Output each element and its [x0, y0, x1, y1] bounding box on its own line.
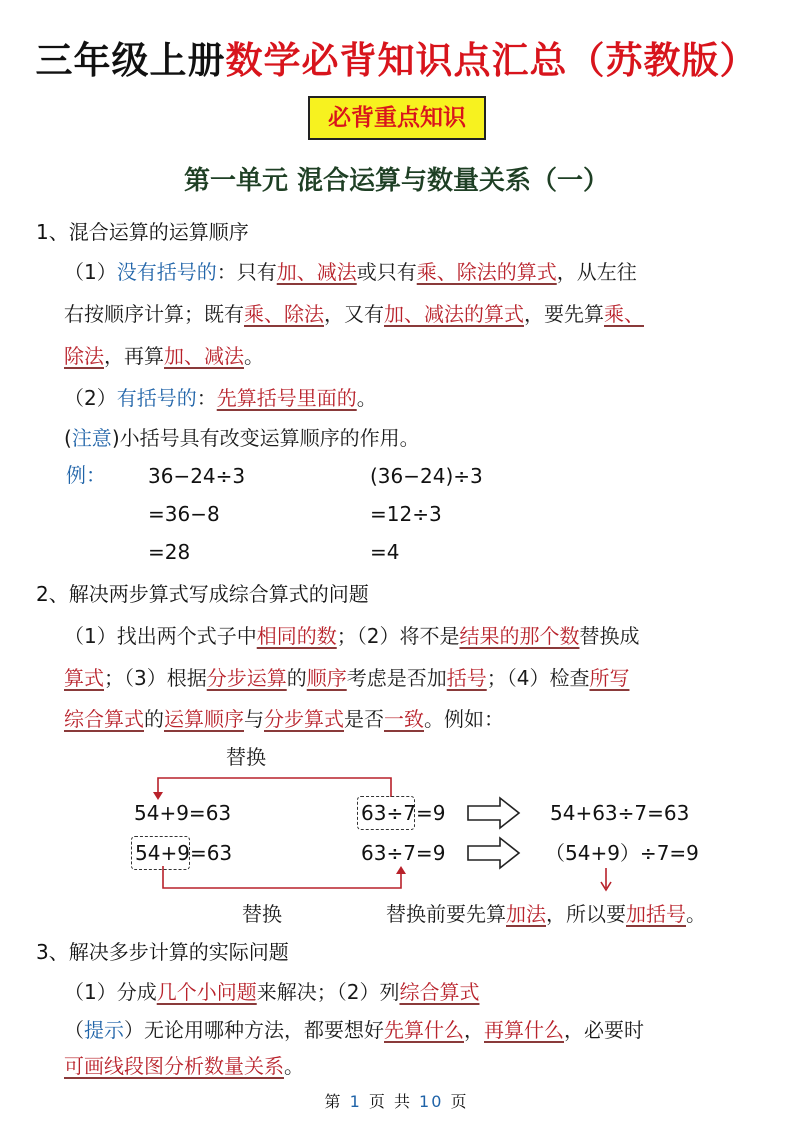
footer-text: 第 — [324, 1092, 343, 1111]
diagram-note-keyword: 加法 — [506, 902, 546, 926]
s1-p1-text: 。 — [244, 344, 264, 368]
s1-p1-keyword: 乘、 — [604, 302, 644, 326]
s1-p1-keyword: 加、减法的算式 — [384, 302, 524, 326]
s1-p1-text: ，再算 — [104, 344, 164, 368]
diagram-note-keyword: 加括号 — [626, 902, 686, 926]
tip-paren: ） — [124, 1018, 144, 1042]
s2-text: ；（2）将不是 — [336, 624, 460, 648]
s2-keyword: 运算顺序 — [164, 707, 244, 731]
row1-left-equation: 54+9=63 — [134, 801, 232, 825]
s3-keyword: 几个小问题 — [156, 980, 257, 1004]
example-right-step3: =4 — [370, 540, 400, 564]
footer-text: 页 共 — [368, 1092, 412, 1111]
s1-p2-lead: 有括号的 — [116, 386, 197, 410]
footer-text: 页 — [450, 1092, 469, 1111]
tip-word: 提示 — [84, 1018, 124, 1042]
s2-keyword: 算式 — [64, 666, 104, 690]
diagram-top-label: 替换 — [226, 745, 266, 769]
s2-text: 与 — [244, 707, 264, 731]
s2-text: 。例如： — [424, 707, 504, 731]
s1-p2-num: （2） — [64, 386, 117, 410]
s1-p1-text: 右按顺序计算；既有 — [64, 302, 244, 326]
example-right-step2: =12÷3 — [370, 502, 442, 526]
note-word: 注意 — [71, 426, 112, 450]
example-label: 例： — [66, 463, 106, 487]
s2-text: 考虑是否加 — [346, 666, 447, 690]
s1-p1-keyword: 加、减法 — [164, 344, 244, 368]
s1-p2-text: 。 — [356, 386, 377, 410]
s3-line3 — [64, 1051, 304, 1081]
s2-text: 的 — [286, 666, 307, 690]
diagram-note-text: 。 — [686, 902, 706, 926]
right-arrow-icon — [468, 798, 519, 828]
diagram-note — [386, 899, 706, 929]
section1-heading: 1、混合运算的运算顺序 — [36, 220, 249, 244]
row1-mid-rest: =9 — [415, 801, 446, 825]
footer-page-number: 1 — [349, 1092, 362, 1111]
section2-heading: 2、解决两步算式写成综合算式的问题 — [36, 582, 369, 606]
row1-mid-equation — [361, 798, 445, 828]
row1-right-equation: 54+63÷7=63 — [550, 801, 690, 825]
s1-p1-text: ，又有 — [324, 302, 384, 326]
page-footer — [0, 1089, 793, 1112]
example-left-step1: 36−24÷3 — [148, 464, 246, 488]
diagram-bottom-label: 替换 — [242, 902, 282, 926]
row2-left-boxed: 54+9 — [135, 841, 190, 865]
footer-total-pages: 10 — [419, 1092, 444, 1111]
s2-text: ；（3）根据 — [104, 666, 207, 690]
example-left-step3: =28 — [148, 540, 191, 564]
s2-text: （1）找出两个式子中 — [64, 624, 257, 648]
s2-keyword: 一致 — [384, 707, 424, 731]
s2-keyword: 结果的那个数 — [459, 624, 580, 648]
title-part2: 数学必背知识点汇总（苏教版） — [225, 39, 758, 82]
s3-text: 来解决；（2）列 — [256, 980, 400, 1004]
s3-text: ， — [464, 1018, 484, 1042]
s2-keyword: 所写 — [589, 666, 630, 690]
s3-keyword: 可画线段图分析数量关系 — [64, 1054, 284, 1078]
row2-left-rest: =63 — [189, 841, 233, 865]
note-text: 小括号具有改变运算顺序的作用。 — [119, 426, 420, 450]
unit-title: 第一单元 混合运算与数量关系（一） — [183, 166, 610, 196]
row1-mid-boxed: 63÷7 — [361, 801, 416, 825]
s3-text: 。 — [284, 1054, 304, 1078]
s2-text: 是否 — [344, 707, 384, 731]
s2-keyword: 括号 — [446, 666, 487, 690]
example-right-step1: (36−24)÷3 — [370, 464, 483, 488]
s1-p1-keyword: 加、减法 — [276, 260, 357, 284]
top-substitution-line — [158, 778, 391, 797]
s1-p1-text: ：只有 — [216, 260, 277, 284]
s1-p1-keyword: 乘、除法 — [244, 302, 324, 326]
s1-p1-text: 或只有 — [356, 260, 417, 284]
s2-text: 的 — [144, 707, 164, 731]
s2-keyword: 顺序 — [306, 666, 347, 690]
bottom-substitution-line — [163, 866, 401, 888]
row2-mid-equation: 63÷7=9 — [361, 841, 446, 865]
s1-p1-keyword: 除法 — [64, 344, 104, 368]
s2-text: 替换成 — [579, 624, 640, 648]
s1-p1-keyword: 乘、除法的算式 — [416, 260, 557, 284]
s3-line1 — [64, 977, 479, 1007]
s3-tip-line — [64, 1015, 644, 1045]
section3-heading: 3、解决多步计算的实际问题 — [36, 940, 289, 964]
s3-keyword: 先算什么 — [384, 1018, 464, 1042]
diagram-note-text: ，所以要 — [546, 902, 626, 926]
s1-p1-lead: 没有括号的 — [116, 260, 217, 284]
note-paren: ) — [111, 426, 120, 450]
s1-p2-text: ： — [196, 386, 217, 410]
title-part1: 三年级上册 — [35, 39, 226, 82]
s2-keyword: 综合算式 — [64, 707, 144, 731]
s2-keyword: 分步运算 — [206, 666, 287, 690]
s1-p1-text: ，要先算 — [524, 302, 604, 326]
s3-text: 无论用哪种方法，都要想好 — [144, 1018, 384, 1042]
example-left-step2: =36−8 — [148, 502, 220, 526]
right-arrow-icon — [468, 838, 519, 868]
row2-left-equation — [135, 838, 232, 868]
s3-text: ，必要时 — [564, 1018, 644, 1042]
s2-text: ；（4）检查 — [486, 666, 590, 690]
key-knowledge-badge: 必背重点知识 — [308, 96, 486, 140]
s1-p2-keyword: 先算括号里面的 — [216, 386, 357, 410]
s3-text: （1）分成 — [64, 980, 157, 1004]
row2-right-equation: （54+9）÷7=9 — [545, 841, 699, 865]
note-paren: ( — [64, 426, 72, 450]
s1-p1-num: （1） — [64, 260, 117, 284]
s1-p1-text: ，从左往 — [556, 260, 637, 284]
s2-keyword: 分步算式 — [264, 707, 344, 731]
s2-keyword: 相同的数 — [256, 624, 337, 648]
s3-keyword: 再算什么 — [484, 1018, 564, 1042]
diagram-note-text: 替换前要先算 — [386, 902, 506, 926]
s3-keyword: 综合算式 — [399, 980, 480, 1004]
tip-paren: （ — [64, 1018, 84, 1042]
